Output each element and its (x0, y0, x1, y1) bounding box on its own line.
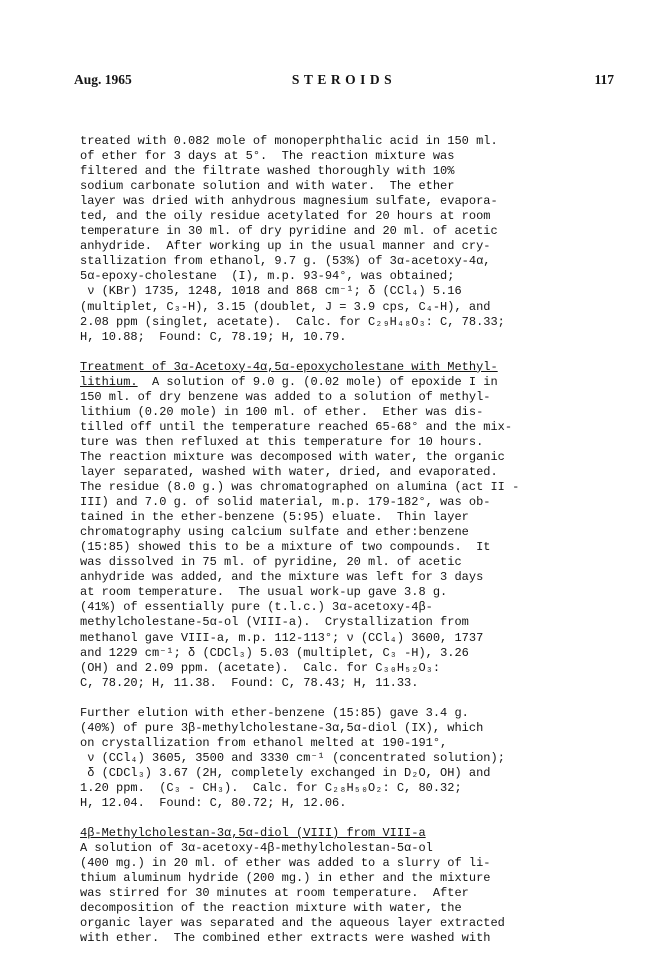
text-line: H, 12.04. Found: C, 80.72; H, 12.06. (80, 795, 347, 810)
text-line: 5α-epoxy-cholestane (I), m.p. 93-94°, was obtained; (80, 269, 455, 284)
text-line: of ether for 3 days at 5°. The reaction mixture was (80, 149, 455, 164)
section-heading: Treatment of 3α-Acetoxy-4α,5α-epoxycholestane with Methyl- (80, 359, 498, 374)
text-line: ture was then refluxed at this temperature for 10 hours. (80, 434, 484, 449)
text-line: ted, and the oily residue acetylated for 20 hours at room (80, 209, 491, 224)
article-body (80, 134, 620, 946)
issue-date: Aug. 1965 (74, 72, 132, 87)
text-line: was dissolved in 75 ml. of pyridine, 20 ml. of acetic (80, 555, 462, 570)
paragraph-diol-preparation (80, 826, 620, 946)
text-line: stallization from ethanol, 9.7 g. (53%) of 3α-acetoxy-4α, (80, 254, 491, 269)
text-line: H, 10.88; Found: C, 78.19; H, 10.79. (80, 329, 347, 344)
text-line: temperature in 30 ml. of dry pyridine and 20 ml. of acetic (80, 224, 498, 239)
text-line: (400 mg.) in 20 ml. of ether was added to a slurry of li- (80, 856, 491, 871)
text-line: at room temperature. The usual work-up gave 3.8 g. (80, 585, 448, 600)
text-line: tilled off until the temperature reached 65-68° and the mix- (80, 419, 513, 434)
paragraph-methyllithium-treatment (80, 360, 620, 691)
text-line: treated with 0.082 mole of monoperphthalic acid in 150 ml. (80, 134, 498, 148)
section-heading: 4β-Methylcholestan-3α,5α-diol (VIII) from VIII-a (80, 826, 426, 841)
paragraph-epoxide-preparation (80, 134, 620, 345)
text-line: (15:85) showed this to be a mixture of two compounds. It (80, 540, 491, 555)
text-line: 2.08 ppm (singlet, acetate). Calc. for C₂₉H₄₈O₃: C, 78.33; (80, 314, 505, 329)
text-line: organic layer was separated and the aqueous layer extracted (80, 916, 505, 931)
text-line: (multiplet, C₃-H), 3.15 (doublet, J = 3.9 cps, C₄-H), and (80, 299, 491, 314)
text-line: (OH) and 2.09 ppm. (acetate). Calc. for C₃₀H₅₂O₃: (80, 660, 441, 675)
text-line: A solution of 3α-acetoxy-4β-methylcholestan-5α-ol (80, 841, 433, 856)
text-line: The residue (8.0 g.) was chromatographed on alumina (act II - (80, 480, 520, 495)
journal-title: STEROIDS (291, 72, 397, 87)
text-line: 150 ml. of dry benzene was added to a solution of methyl- (80, 389, 491, 404)
running-header (74, 72, 614, 92)
text-line: methanol gave VIII-a, m.p. 112-113°; ν (CCl₄) 3600, 1737 (80, 630, 484, 645)
text-line: layer separated, washed with water, dried, and evaporated. (80, 464, 498, 479)
page-number: 117 (594, 72, 614, 87)
text-line: thium aluminum hydride (200 mg.) in ether and the mixture (80, 871, 491, 886)
text-line: on crystallization from ethanol melted at 190-191°, (80, 735, 448, 750)
text-line: sodium carbonate solution and with water. The ether (80, 179, 455, 194)
text-line: anhydride was added, and the mixture was left for 3 days (80, 570, 484, 585)
text-line: Further elution with ether-benzene (15:85) gave 3.4 g. (80, 705, 469, 720)
text-line: 1.20 ppm. (C₃ - CH₃). Calc. for C₂₈H₅₀O₂: C, 80.32; (80, 780, 462, 795)
text-line: methylcholestane-5α-ol (VIII-a). Crystallization from (80, 615, 469, 630)
text-line: was stirred for 30 minutes at room temperature. After (80, 886, 469, 901)
text-line: anhydride. After working up in the usual manner and cry- (80, 239, 491, 254)
paragraph-further-elution (80, 706, 620, 811)
text-line: layer was dried with anhydrous magnesium sulfate, evapora- (80, 194, 498, 209)
text-line: tained in the ether-benzene (5:95) eluate. Thin layer (80, 510, 469, 525)
text-line: filtered and the filtrate washed thoroughly with 10% (80, 164, 455, 179)
text-line: (41%) of essentially pure (t.l.c.) 3α-acetoxy-4β- (80, 600, 433, 615)
text-line: The reaction mixture was decomposed with water, the organic (80, 449, 505, 464)
text-line: ν (KBr) 1735, 1248, 1018 and 868 cm⁻¹; δ (CCl₄) 5.16 (80, 284, 462, 299)
text-line: III) and 7.0 g. of solid material, m.p. 179-182°, was ob- (80, 495, 491, 510)
text-line: with ether. The combined ether extracts were washed with (80, 931, 491, 946)
text-line: ν (CCl₄) 3605, 3500 and 3330 cm⁻¹ (concentrated solution); (80, 750, 505, 765)
section-heading: lithium. (80, 374, 138, 389)
text-line: lithium (0.20 mole) in 100 ml. of ether. Ether was dis- (80, 404, 484, 419)
text-line: (40%) of pure 3β-methylcholestane-3α,5α-diol (IX), which (80, 720, 484, 735)
text-line: C, 78.20; H, 11.38. Found: C, 78.43; H, 11.33. (80, 675, 419, 690)
text-line: chromatography using calcium sulfate and ether:benzene (80, 525, 469, 540)
text-line: A solution of 9.0 g. (0.02 mole) of epoxide I in (137, 374, 498, 389)
text-line: δ (CDCl₃) 3.67 (2H, completely exchanged in D₂O, OH) and (80, 765, 491, 780)
text-line: and 1229 cm⁻¹; δ (CDCl₃) 5.03 (multiplet, C₃ -H), 3.26 (80, 645, 469, 660)
text-line: decomposition of the reaction mixture with water, the (80, 901, 462, 916)
